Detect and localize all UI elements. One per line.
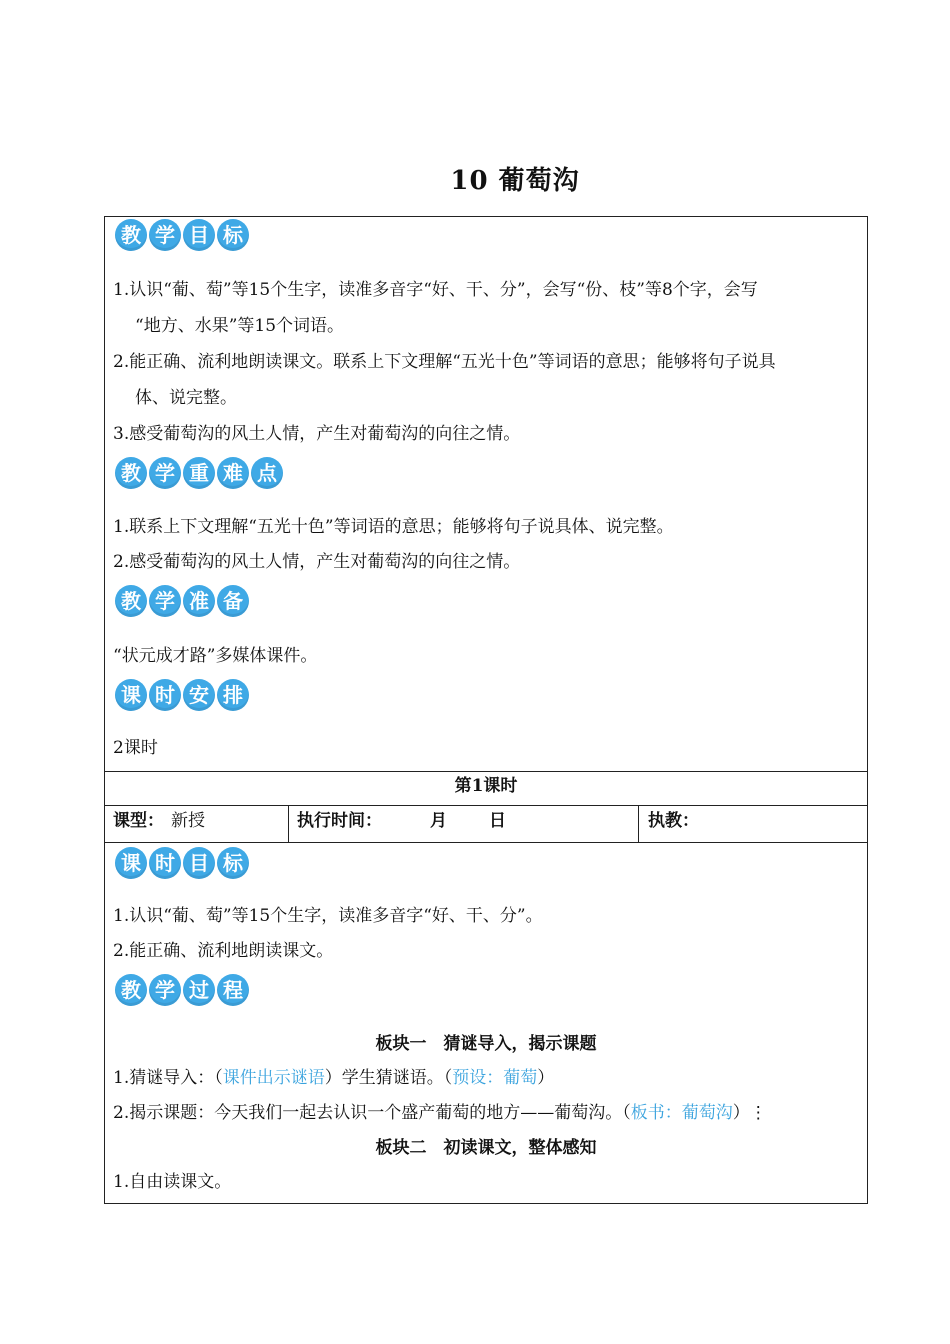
badge-char: 课 <box>115 679 147 711</box>
preparation-text: “状元成才路”多媒体课件。 <box>113 646 318 666</box>
badge-char: 学 <box>149 457 181 489</box>
step-guess-riddle <box>113 1067 554 1089</box>
step-text: ）学生猜谜语。（ <box>324 1068 453 1088</box>
badge-char: 课 <box>115 847 147 879</box>
key-point-line: 2.感受葡萄沟的风土人情，产生对葡萄沟的向往之情。 <box>113 552 521 572</box>
lesson-plan-table <box>104 216 868 1204</box>
badge-preparation <box>115 585 249 617</box>
badge-char: 准 <box>183 585 215 617</box>
goal-line: 1.认识“葡、萄”等15个生字，读准多音字“好、干、分”，会写“份、枝”等8个字，会写 <box>113 280 758 300</box>
lesson-goal-line: 2.能正确、流利地朗读课文。 <box>113 941 334 961</box>
goal-line: 3.感受葡萄沟的风土人情，产生对葡萄沟的向往之情。 <box>113 424 521 444</box>
step-text: 1.猜谜导入：（ <box>113 1068 223 1088</box>
badge-char: 教 <box>115 585 147 617</box>
badge-char: 教 <box>115 219 147 251</box>
step-reveal-title <box>113 1102 767 1124</box>
badge-char: 教 <box>115 974 147 1006</box>
badge-char: 安 <box>183 679 215 711</box>
goal-line: “地方、水果”等15个词语。 <box>135 316 345 336</box>
badge-char: 目 <box>183 847 215 879</box>
badge-char: 时 <box>149 847 181 879</box>
badge-key-points <box>115 457 283 489</box>
step-text: ）⋮ <box>732 1103 767 1123</box>
badge-schedule <box>115 679 249 711</box>
day-label: 日 <box>489 811 506 831</box>
step-text: ） <box>537 1068 555 1088</box>
schedule-text: 2课时 <box>113 738 158 758</box>
divider <box>105 771 867 772</box>
preset-answer: 预设：葡萄 <box>452 1068 538 1088</box>
lesson-type-value: 新授 <box>171 811 205 831</box>
badge-lesson-goals <box>115 847 249 879</box>
key-point-line: 1.联系上下文理解“五光十色”等词语的意思；能够将句子说具体、说完整。 <box>113 517 674 537</box>
divider <box>288 805 289 842</box>
courseware-note: 课件出示谜语 <box>222 1068 325 1088</box>
badge-char: 排 <box>217 679 249 711</box>
badge-char: 难 <box>217 457 249 489</box>
badge-char: 教 <box>115 457 147 489</box>
goal-line: 体、说完整。 <box>135 388 237 408</box>
lesson-goal-line: 1.认识“葡、萄”等15个生字，读准多音字“好、干、分”。 <box>113 906 543 926</box>
step-text: 2.揭示课题：今天我们一起去认识一个盛产葡萄的地方——葡萄沟。（ <box>113 1103 631 1123</box>
blackboard-note: 板书：葡萄沟 <box>630 1103 733 1123</box>
execution-time-label: 执行时间： <box>297 811 382 831</box>
badge-char: 目 <box>183 219 215 251</box>
badge-teaching-process <box>115 974 249 1006</box>
badge-char: 重 <box>183 457 215 489</box>
badge-teaching-goals <box>115 219 249 251</box>
page-title: 10 葡萄沟 <box>450 166 580 196</box>
badge-char: 备 <box>217 585 249 617</box>
divider <box>105 805 867 806</box>
lesson-type-label: 课型： <box>113 811 164 831</box>
badge-char: 学 <box>149 974 181 1006</box>
badge-char: 学 <box>149 585 181 617</box>
divider <box>638 805 639 842</box>
lesson-header: 第1课时 <box>454 776 518 796</box>
month-label: 月 <box>430 811 447 831</box>
goal-line: 2.能正确、流利地朗读课文。联系上下文理解“五光十色”等词语的意思；能够将句子说具 <box>113 352 776 372</box>
badge-char: 程 <box>217 974 249 1006</box>
block2-title: 板块二 初读课文，整体感知 <box>375 1138 597 1158</box>
step-free-read: 1.自由读课文。 <box>113 1172 232 1192</box>
badge-char: 过 <box>183 974 215 1006</box>
divider <box>105 842 867 843</box>
badge-char: 学 <box>149 219 181 251</box>
badge-char: 点 <box>251 457 283 489</box>
teacher-label: 执教： <box>648 811 699 831</box>
badge-char: 标 <box>217 219 249 251</box>
block1-title: 板块一 猜谜导入，揭示课题 <box>375 1034 597 1054</box>
badge-char: 标 <box>217 847 249 879</box>
badge-char: 时 <box>149 679 181 711</box>
